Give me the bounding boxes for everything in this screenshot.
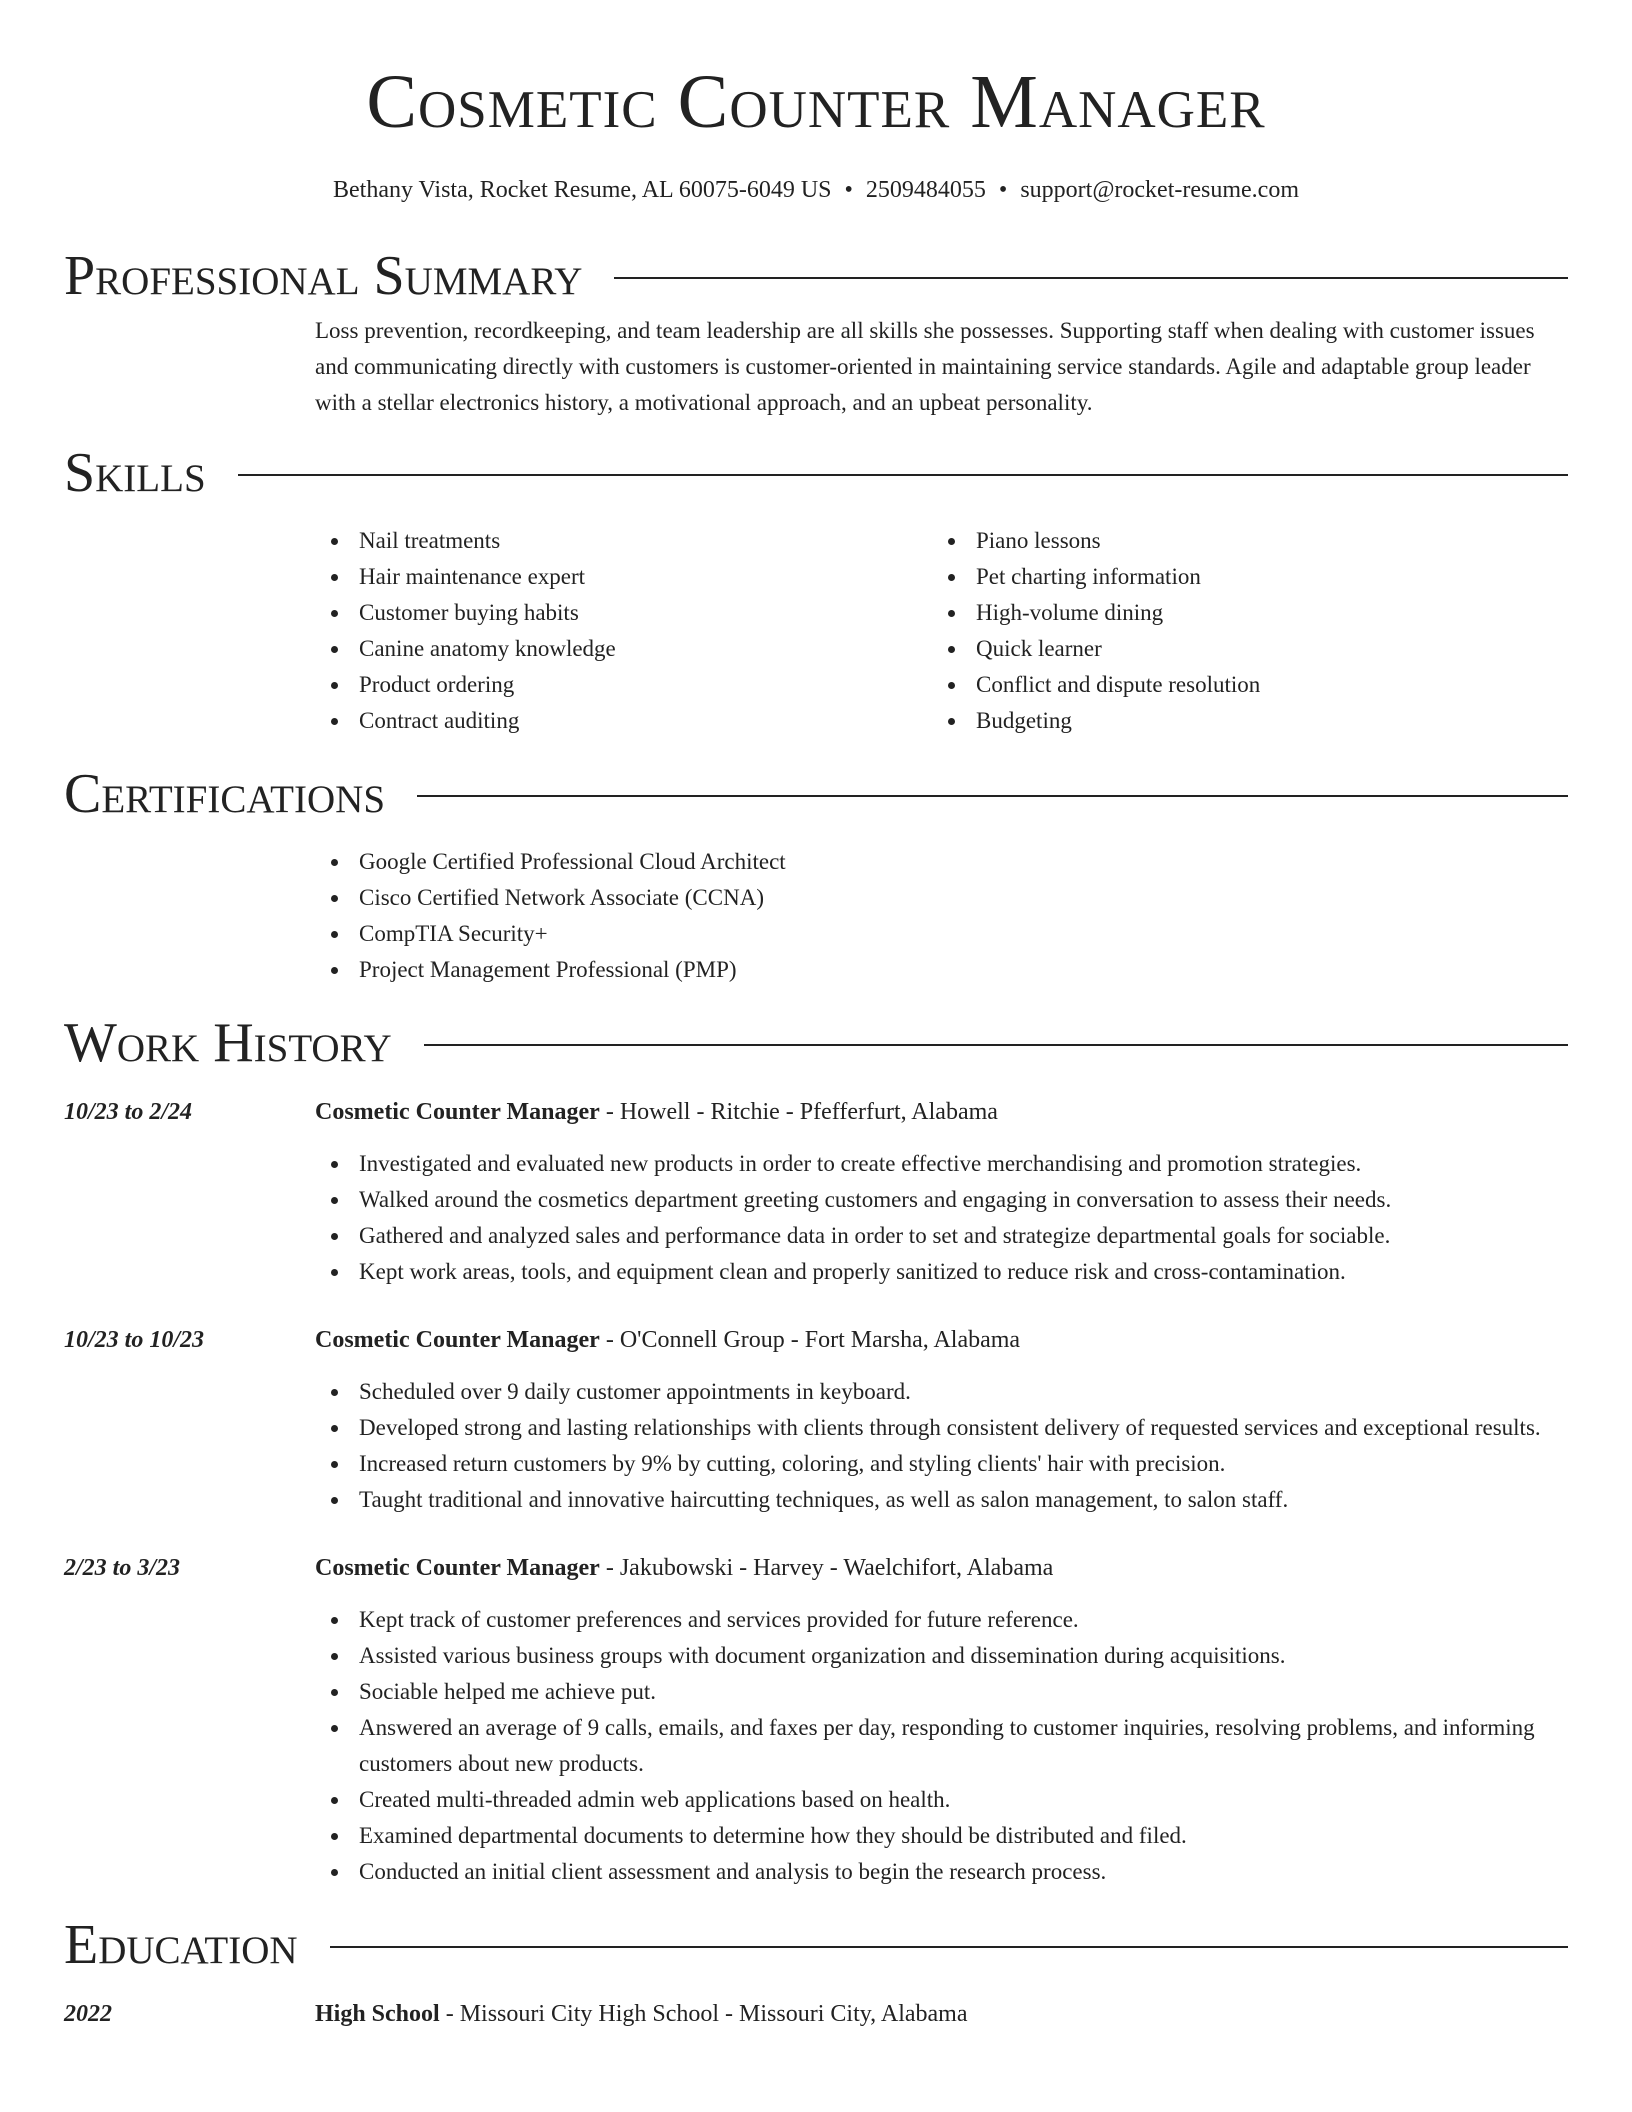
summary-section: [64, 241, 1568, 421]
section-header: [64, 1910, 1568, 1980]
summary-text: Loss prevention, recordkeeping, and team leadership are all skills she possesses. Supporting staff when dealing with customer issues and communicating directly with customers is customer-oriented in maintaining service standards. Agile and adaptable group leader with a stellar electronics history, a motivational approach, and an upbeat personality.: [315, 318, 1535, 415]
job-bullet: Kept work areas, tools, and equipment clean and properly sanitized to reduce risk and cross-contamination.: [315, 1254, 1568, 1290]
certification-item: CompTIA Security+: [315, 916, 1568, 952]
job-bullets: [315, 1374, 1568, 1518]
education-details: - Missouri City High School - Missouri City, Alabama: [439, 2001, 968, 2027]
education-section: [64, 1910, 1568, 2032]
skill-item: Conflict and dispute resolution: [932, 667, 1549, 703]
section-divider: [614, 277, 1568, 279]
job-bullet: Created multi-threaded admin web applications based on health.: [315, 1782, 1568, 1818]
certification-item: Project Management Professional (PMP): [315, 952, 1568, 988]
section-divider: [238, 474, 1568, 476]
section-title: Education: [64, 1914, 298, 1976]
skill-item: Customer buying habits: [315, 595, 932, 631]
skill-item: Contract auditing: [315, 703, 932, 739]
skill-item: Canine anatomy knowledge: [315, 631, 932, 667]
section-header: [64, 241, 1568, 311]
education-year: 2022: [64, 2001, 112, 2027]
contact-line: [64, 178, 1568, 202]
skill-item: Piano lessons: [932, 523, 1549, 559]
contact-email: support@rocket-resume.com: [1020, 177, 1299, 203]
contact-phone: 2509484055: [865, 177, 986, 203]
job-bullet: Increased return customers by 9% by cutting, coloring, and styling clients' hair with precision.: [315, 1446, 1568, 1482]
section-title: Work History: [64, 1012, 392, 1074]
contact-separator: •: [998, 177, 1008, 203]
job-heading: [315, 1322, 1568, 1358]
skill-item: Hair maintenance expert: [315, 559, 932, 595]
job-heading: [315, 1094, 1568, 1130]
job-title: Cosmetic Counter Manager: [315, 1327, 600, 1353]
education-heading: [315, 1996, 1568, 2032]
job-bullet: Developed strong and lasting relationships with clients through consistent delivery of requested services and exceptional results.: [315, 1410, 1568, 1446]
skill-item: Budgeting: [932, 703, 1549, 739]
job-dates: 10/23 to 10/23: [64, 1327, 205, 1353]
job-bullet: Investigated and evaluated new products in order to create effective merchandising and promotion strategies.: [315, 1146, 1568, 1182]
resume-page: [64, 0, 1568, 2048]
section-divider: [417, 795, 1568, 797]
job-bullet: Scheduled over 9 daily customer appointments in keyboard.: [315, 1374, 1568, 1410]
job-bullet: Sociable helped me achieve put.: [315, 1674, 1568, 1710]
certifications-list: [315, 844, 1568, 988]
job-title: Cosmetic Counter Manager: [315, 1555, 600, 1581]
job-bullet: Assisted various business groups with document organization and dissemination during acquisitions.: [315, 1638, 1568, 1674]
skill-item: Product ordering: [315, 667, 932, 703]
skill-item: Nail treatments: [315, 523, 932, 559]
job-heading: [315, 1550, 1568, 1586]
education-degree: High School: [315, 2001, 440, 2027]
section-header: [64, 438, 1568, 508]
section-title: Skills: [64, 442, 206, 504]
job-bullet: Walked around the cosmetics department greeting customers and engaging in conversation to assess their needs.: [315, 1182, 1568, 1218]
resume-name: Cosmetic Counter Manager: [366, 60, 1266, 144]
job-bullet: Gathered and analyzed sales and performance data in order to set and strategize departmental goals for sociable.: [315, 1218, 1568, 1254]
certification-item: Google Certified Professional Cloud Architect: [315, 844, 1568, 880]
skills-list-left: [315, 523, 932, 739]
job-dates: 2/23 to 3/23: [64, 1555, 181, 1581]
job-bullet: Examined departmental documents to determine how they should be distributed and filed.: [315, 1818, 1568, 1854]
skill-item: Quick learner: [932, 631, 1549, 667]
section-title: Professional Summary: [64, 245, 583, 307]
job-bullet: Taught traditional and innovative haircutting techniques, as well as salon management, to salon staff.: [315, 1482, 1568, 1518]
job-entry: [64, 1322, 1568, 1518]
job-details: - Jakubowski - Harvey - Waelchifort, Alabama: [599, 1555, 1054, 1581]
work-history-section: [64, 1008, 1568, 1890]
job-bullets: [315, 1602, 1568, 1890]
job-entry: [64, 1094, 1568, 1290]
job-bullet: Answered an average of 9 calls, emails, and faxes per day, responding to customer inquiries, resolving problems, and informing customers about new products.: [315, 1710, 1568, 1782]
section-divider: [424, 1044, 1568, 1046]
skill-item: Pet charting information: [932, 559, 1549, 595]
section-divider: [330, 1946, 1568, 1948]
job-entry: [64, 1550, 1568, 1890]
section-header: [64, 759, 1568, 829]
section-header: [64, 1008, 1568, 1078]
certification-item: Cisco Certified Network Associate (CCNA): [315, 880, 1568, 916]
job-bullet: Conducted an initial client assessment and analysis to begin the research process.: [315, 1854, 1568, 1890]
section-title: Certifications: [64, 763, 386, 825]
job-title: Cosmetic Counter Manager: [315, 1099, 600, 1125]
education-entry: [64, 1996, 1568, 2032]
certifications-section: [64, 759, 1568, 988]
job-bullets: [315, 1146, 1568, 1290]
job-dates: 10/23 to 2/24: [64, 1099, 193, 1125]
job-details: - O'Connell Group - Fort Marsha, Alabama: [599, 1327, 1021, 1353]
job-bullet: Kept track of customer preferences and services provided for future reference.: [315, 1602, 1568, 1638]
skill-item: High-volume dining: [932, 595, 1549, 631]
contact-address: Bethany Vista, Rocket Resume, AL 60075-6049 US: [332, 177, 832, 203]
contact-separator: •: [844, 177, 853, 203]
skills-section: [64, 438, 1568, 739]
job-details: - Howell - Ritchie - Pfefferfurt, Alabama: [599, 1099, 998, 1125]
skills-list-right: [932, 523, 1549, 739]
